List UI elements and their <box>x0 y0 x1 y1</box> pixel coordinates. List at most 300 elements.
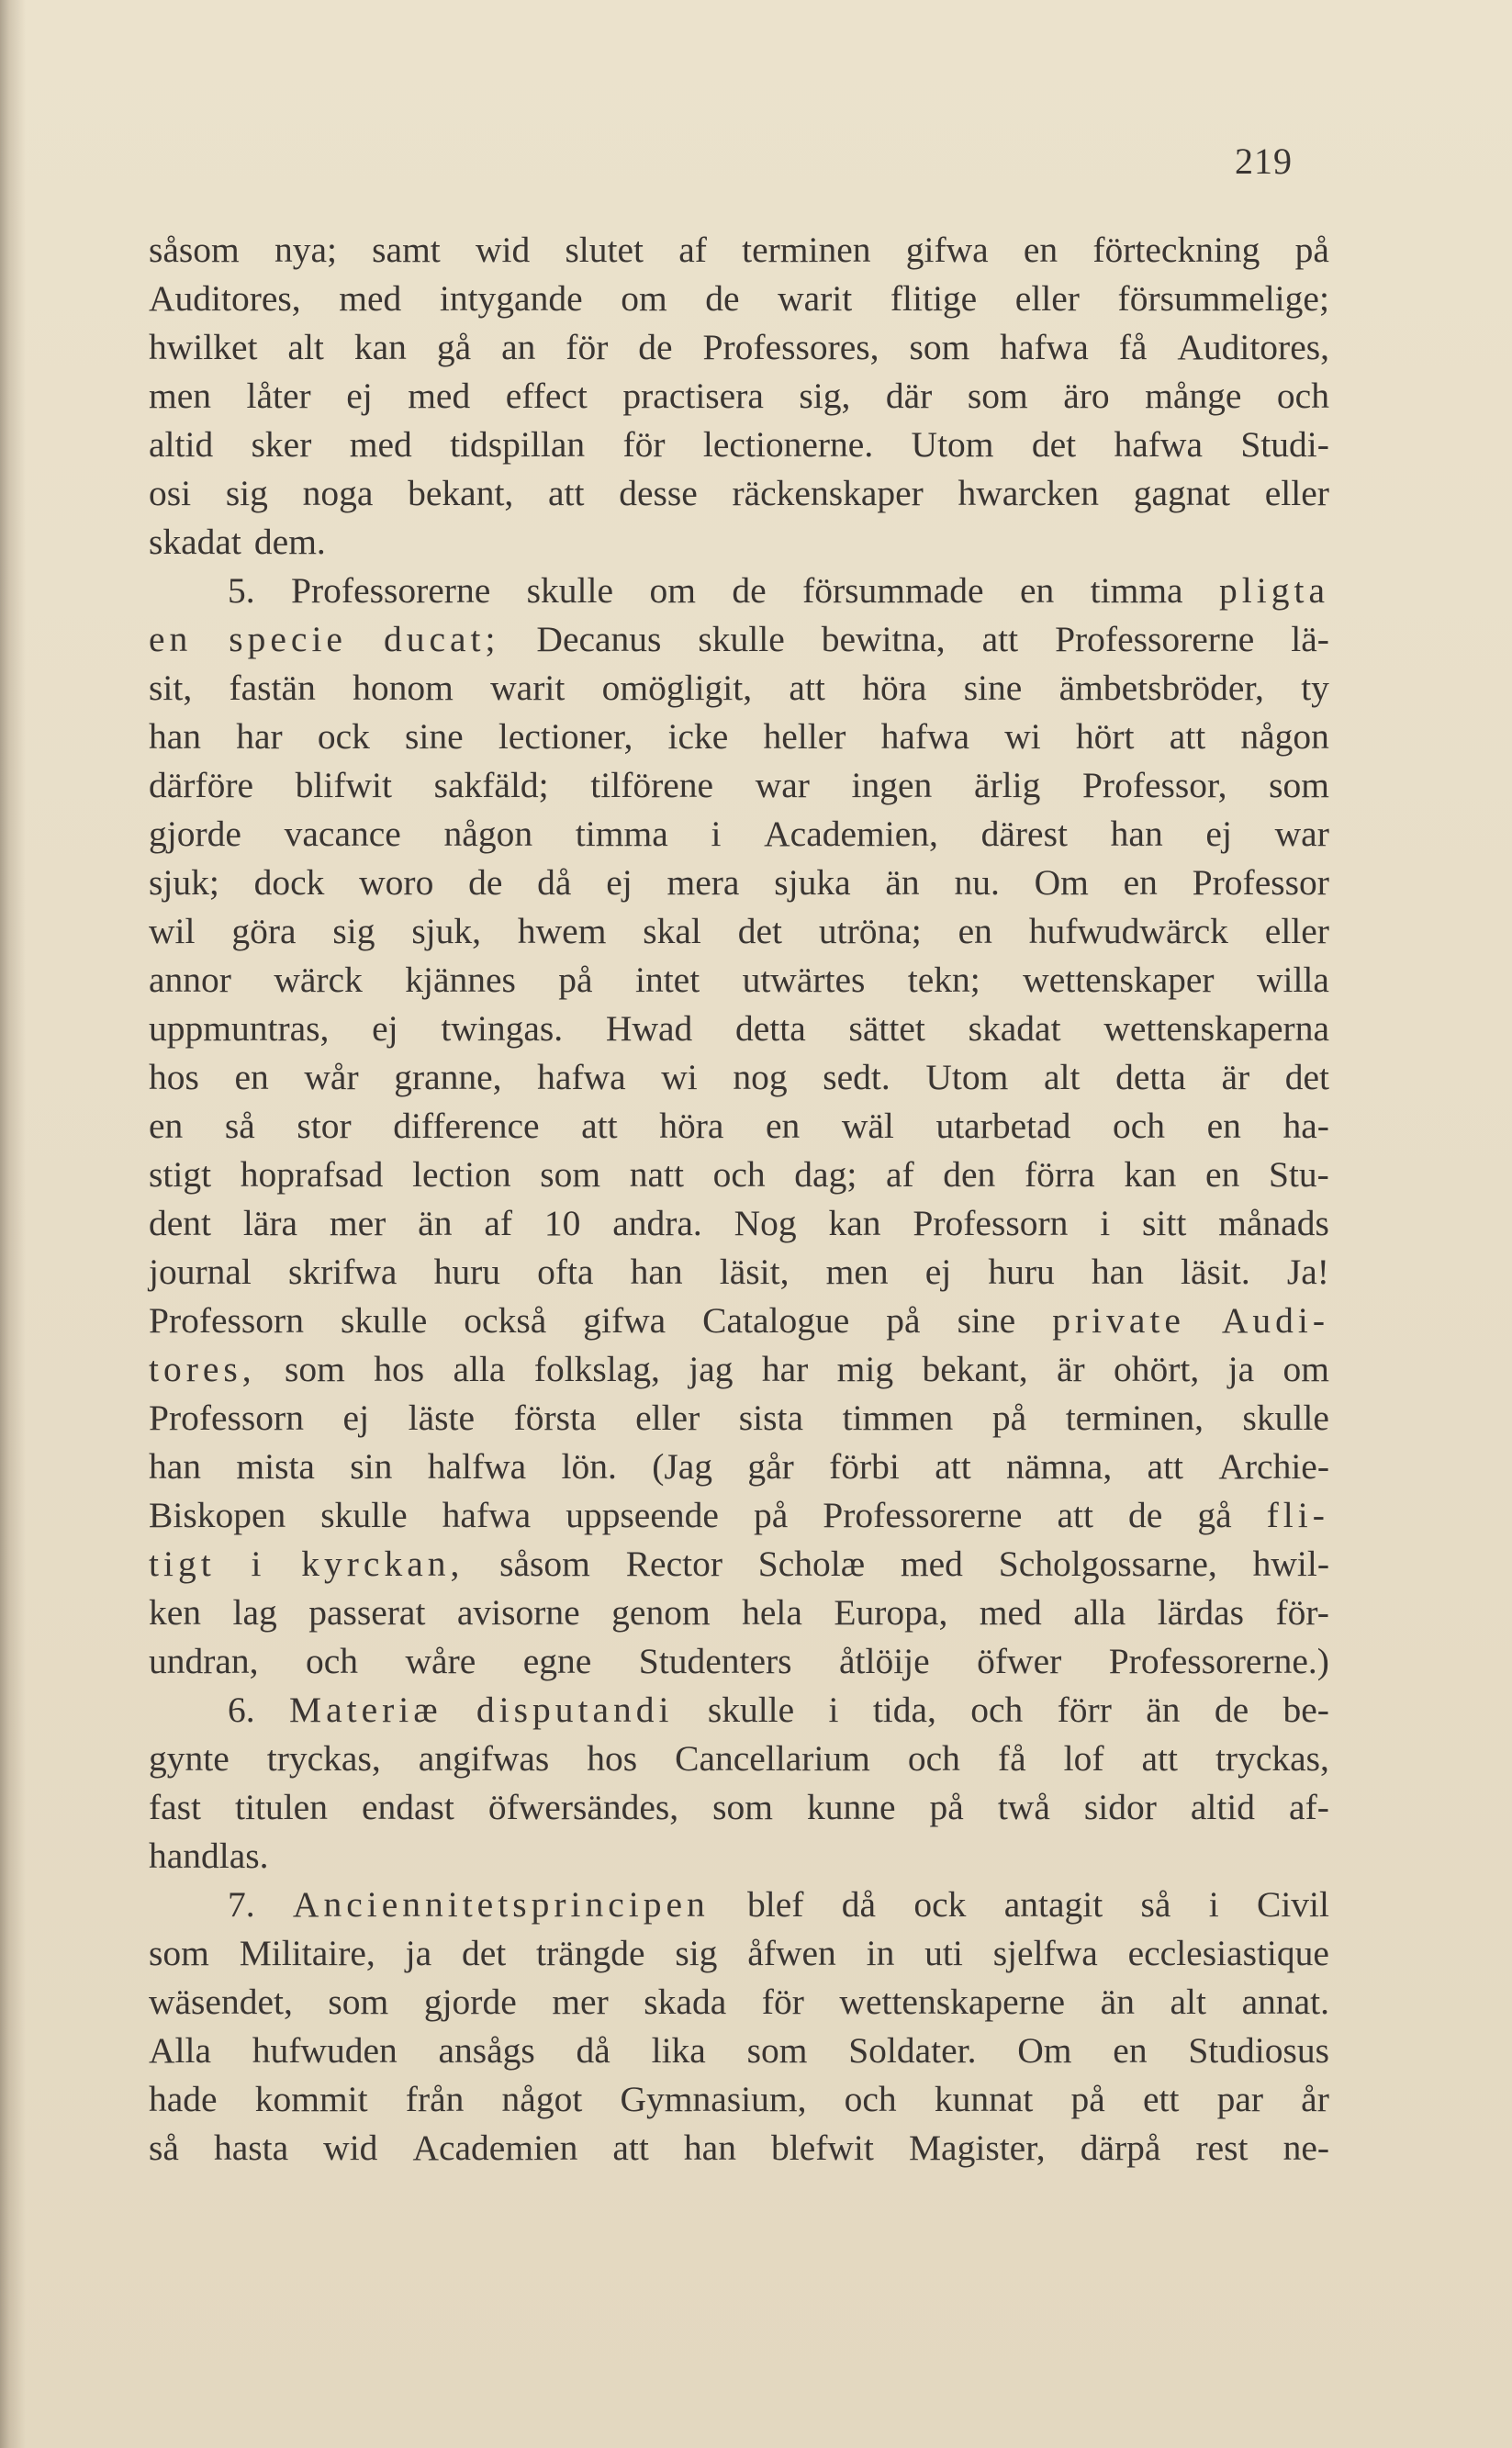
word: blefwit <box>771 2128 874 2168</box>
word: af <box>484 1203 512 1243</box>
word: osi <box>149 473 192 513</box>
word: wettenskaperne <box>839 1982 1066 2022</box>
word: nya; <box>274 230 337 270</box>
word: andra. <box>612 1203 702 1243</box>
word: pligta <box>1219 570 1329 611</box>
word: utarbetad <box>935 1106 1071 1146</box>
word: sakfäld; <box>433 765 549 805</box>
word: passerat <box>308 1592 426 1633</box>
word: något <box>501 2079 583 2119</box>
word: specie <box>229 619 347 659</box>
word: dem. <box>253 522 326 562</box>
word: att <box>581 1106 618 1146</box>
word: att <box>1147 1446 1184 1487</box>
word: att <box>789 668 825 708</box>
word: mer <box>552 1982 609 2022</box>
word: de <box>705 278 740 319</box>
text-line <box>149 518 1329 567</box>
word: lärdas <box>1157 1592 1245 1633</box>
word: för <box>566 327 609 367</box>
word: endast <box>361 1787 454 1827</box>
word: det <box>737 911 783 951</box>
word: timma <box>575 814 668 854</box>
text-line <box>149 1929 1329 1978</box>
word: han <box>683 2128 736 2168</box>
word: intygande <box>439 278 583 319</box>
word: Soldater. <box>848 2030 977 2071</box>
word: hwilket <box>149 327 258 367</box>
word: sättet <box>848 1008 925 1049</box>
word: hasta <box>213 2128 289 2168</box>
word: gjorde <box>423 1982 517 2022</box>
word: med <box>349 424 412 465</box>
word: lectioner, <box>498 716 633 757</box>
word: undran, <box>149 1641 259 1681</box>
word: dock <box>253 862 325 903</box>
word: stor <box>297 1106 352 1146</box>
word: terminen, <box>1065 1398 1204 1438</box>
word: annat. <box>1241 1982 1329 2022</box>
word: om <box>1282 1349 1329 1389</box>
word: samt <box>372 230 441 270</box>
word: skulle <box>340 1300 428 1341</box>
word: uppmuntras, <box>149 1008 330 1049</box>
word: twå <box>997 1787 1050 1827</box>
word: eller <box>1014 278 1080 319</box>
word: få <box>1118 327 1148 367</box>
word: altid <box>149 424 214 465</box>
word: ett <box>1142 2079 1180 2119</box>
word: jag <box>689 1349 734 1389</box>
word: ty <box>1301 668 1329 708</box>
word: Studiosus <box>1188 2030 1329 2071</box>
word: bewitna, <box>821 619 946 659</box>
word: de <box>468 862 503 903</box>
word: alt <box>1170 1982 1206 2022</box>
text-line <box>149 664 1329 713</box>
word: kjännes <box>405 960 516 1000</box>
word: och <box>1112 1106 1166 1146</box>
word: där <box>885 376 933 416</box>
word: hela <box>742 1592 802 1633</box>
word: kyrckan, <box>301 1544 465 1584</box>
word: altid <box>1190 1787 1256 1827</box>
word: än <box>885 862 920 903</box>
word: titulen <box>235 1787 328 1827</box>
word: Professorerne <box>823 1495 1023 1535</box>
word: sine <box>957 1300 1016 1341</box>
word: en <box>1113 2030 1148 2071</box>
word: med <box>339 278 402 319</box>
word: war <box>1274 814 1329 854</box>
word: wäl <box>841 1106 894 1146</box>
word: nog <box>733 1057 788 1097</box>
word: angifwas <box>418 1738 550 1779</box>
word: flitige <box>890 278 978 319</box>
word: men <box>825 1252 889 1292</box>
word: månge <box>1145 376 1242 416</box>
word: på <box>753 1495 789 1535</box>
word: timma <box>1090 570 1183 611</box>
text-line <box>149 1394 1329 1443</box>
word: Professorerne.) <box>1108 1641 1329 1681</box>
word: ecclesiastique <box>1127 1933 1329 1973</box>
word: rest <box>1195 2128 1249 2168</box>
word: wåre <box>405 1641 476 1681</box>
word: år <box>1301 2079 1329 2119</box>
word: sit, <box>149 668 193 708</box>
word: i <box>1100 1203 1111 1243</box>
word: sidor <box>1083 1787 1157 1827</box>
body-text <box>149 226 1329 2173</box>
word: Om <box>1034 862 1089 903</box>
word: hoprafsad <box>240 1154 384 1195</box>
word: på <box>991 1398 1027 1438</box>
word: han <box>149 716 202 757</box>
word: wäsendet, <box>149 1982 293 2022</box>
word: ne- <box>1282 2128 1329 2168</box>
word: åfwen <box>747 1933 836 1973</box>
word: Professor, <box>1081 765 1227 805</box>
word: ämbetsbröder, <box>1058 668 1264 708</box>
word: öfwersändes, <box>487 1787 679 1827</box>
word: en <box>765 1106 801 1146</box>
word: skrifwa <box>288 1252 398 1292</box>
word: ducat; <box>383 619 500 659</box>
word: som <box>285 1349 345 1389</box>
text-line <box>149 1978 1329 2027</box>
text-line <box>149 372 1329 421</box>
word: och <box>1276 376 1329 416</box>
word: Professores, <box>702 327 879 367</box>
word: ock <box>317 716 370 757</box>
word: tekn; <box>907 960 980 1000</box>
word: Hwad <box>605 1008 693 1049</box>
text-line <box>149 1637 1329 1686</box>
word: hwem <box>517 911 607 951</box>
word: i <box>251 1544 266 1584</box>
word: gagnat <box>1133 473 1231 513</box>
word: war <box>755 765 810 805</box>
word: sjelfwa <box>992 1933 1098 1973</box>
word: tryckas, <box>1215 1738 1329 1779</box>
text-line <box>149 1102 1329 1151</box>
word: intet <box>634 960 700 1000</box>
word: läsit. <box>1181 1252 1250 1292</box>
word: antagit <box>1003 1884 1103 1925</box>
text-line <box>149 226 1329 275</box>
word: Professor <box>1192 862 1329 903</box>
word: kommit <box>254 2079 368 2119</box>
word: willa <box>1256 960 1329 1000</box>
word: och <box>844 2079 897 2119</box>
word: på <box>558 960 593 1000</box>
word: de <box>638 327 673 367</box>
word: be- <box>1282 1690 1329 1730</box>
word: alt <box>287 327 324 367</box>
word: wettenskaperna <box>1103 1008 1329 1049</box>
word: skulle <box>1242 1398 1329 1438</box>
word: tida, <box>872 1690 936 1730</box>
word: det <box>1031 424 1077 465</box>
word: är <box>1221 1057 1250 1097</box>
text-line <box>149 323 1329 372</box>
word: sjuka <box>774 862 851 903</box>
word: Civil <box>1256 1884 1329 1925</box>
word: skada <box>644 1982 727 2022</box>
text-line <box>149 1199 1329 1248</box>
word: att <box>548 473 585 513</box>
word: Scholgossarne, <box>998 1544 1217 1584</box>
text-line <box>149 1053 1329 1102</box>
word: det <box>461 1933 507 1973</box>
text-line <box>149 713 1329 761</box>
word: en <box>1205 1154 1240 1195</box>
word: lära <box>242 1203 298 1243</box>
word: kunne <box>807 1787 896 1827</box>
word: journal <box>149 1252 252 1292</box>
word: är <box>1056 1349 1085 1389</box>
word: bekant, <box>922 1349 1028 1389</box>
text-line <box>149 469 1329 518</box>
text-line <box>149 1783 1329 1832</box>
word: som <box>149 1933 209 1973</box>
word: difference <box>393 1106 540 1146</box>
word: skadat <box>149 522 241 562</box>
text-line <box>149 615 1329 664</box>
word: åtlöije <box>838 1641 930 1681</box>
word: i <box>828 1690 839 1730</box>
word: läste <box>408 1398 475 1438</box>
word: sitt <box>1142 1203 1187 1243</box>
word: också <box>464 1300 547 1341</box>
word: tores, <box>149 1349 256 1389</box>
word: någon <box>1240 716 1329 757</box>
word: går <box>747 1446 794 1487</box>
word: lection <box>412 1154 511 1195</box>
text-line <box>149 956 1329 1005</box>
word: ja <box>405 1933 432 1973</box>
text-line <box>149 1540 1329 1589</box>
word: Cancellarium <box>675 1738 870 1779</box>
word: lof <box>1063 1738 1104 1779</box>
word: sig <box>675 1933 718 1973</box>
word: (Jag <box>652 1446 713 1487</box>
word: så <box>149 2128 179 2168</box>
word: hufwuden <box>252 2030 398 2071</box>
word: mer <box>329 1203 386 1243</box>
word: som <box>967 376 1028 416</box>
word: de <box>1128 1495 1163 1535</box>
word: omögligit, <box>601 668 753 708</box>
word: vacance <box>284 814 401 854</box>
word: såsom <box>149 230 240 270</box>
word: ja <box>1227 1349 1255 1389</box>
word: lä- <box>1291 619 1329 659</box>
word: gifwa <box>905 230 989 270</box>
word: med <box>979 1592 1042 1633</box>
text-line <box>149 567 1329 615</box>
text-line <box>149 1345 1329 1394</box>
word: skal <box>643 911 701 951</box>
word: skulle <box>526 570 614 611</box>
word: låter <box>246 376 311 416</box>
word: hade <box>149 2079 218 2119</box>
word: ej <box>924 1252 952 1292</box>
word: uti <box>924 1933 963 1973</box>
word: höra <box>659 1106 724 1146</box>
page-number: 219 <box>1235 140 1293 182</box>
word: gå <box>1197 1495 1232 1535</box>
text-line <box>149 1735 1329 1783</box>
word: nämna, <box>1006 1446 1113 1487</box>
word: af <box>678 230 707 270</box>
word: lectionerne. <box>702 424 874 465</box>
word: Archie- <box>1218 1446 1329 1487</box>
word: Nog <box>734 1203 797 1243</box>
text-line <box>149 810 1329 859</box>
word: hwarcken <box>958 473 1100 513</box>
text-line <box>149 1881 1329 1929</box>
word: hafwa <box>1000 327 1089 367</box>
word: räckenskaper <box>732 473 924 513</box>
word: ej <box>606 862 633 903</box>
word: ingen <box>851 765 933 805</box>
word: förteckning <box>1092 230 1260 270</box>
word: alla <box>1073 1592 1126 1633</box>
word: månads <box>1218 1203 1329 1243</box>
word: Stu- <box>1268 1154 1329 1195</box>
word: lön. <box>561 1446 617 1487</box>
word: Alla <box>149 2030 212 2071</box>
word: woro <box>359 862 434 903</box>
word: kan <box>1124 1154 1177 1195</box>
text-line <box>149 2124 1329 2173</box>
word: att <box>1057 1495 1093 1535</box>
word: fast <box>149 1787 202 1827</box>
word: gifwa <box>583 1300 666 1341</box>
word: folkslag, <box>533 1349 660 1389</box>
word: äro <box>1063 376 1110 416</box>
word: än <box>418 1203 453 1243</box>
word: en <box>1023 230 1058 270</box>
word: han <box>630 1252 683 1292</box>
word: fastän <box>229 668 316 708</box>
word: för- <box>1275 1592 1329 1633</box>
word: Rector <box>625 1544 722 1584</box>
word: och <box>712 1154 766 1195</box>
word: natt <box>629 1154 684 1195</box>
word: Professorerne <box>1055 619 1255 659</box>
word: hafwa <box>537 1057 626 1097</box>
word: sin <box>350 1446 393 1487</box>
word: bekant, <box>408 473 514 513</box>
word: har <box>761 1349 809 1389</box>
word: private <box>1052 1300 1185 1341</box>
word: sig, <box>799 376 851 416</box>
word: terminen <box>742 230 871 270</box>
word: på <box>1070 2079 1105 2119</box>
word: ha- <box>1282 1106 1329 1146</box>
word: Magister, <box>908 2128 1046 2168</box>
word: om <box>649 570 696 611</box>
word: har <box>236 716 283 757</box>
word: granne, <box>394 1057 502 1097</box>
word: warit <box>490 668 566 708</box>
word: slutet <box>565 230 644 270</box>
word: Studenters <box>638 1641 792 1681</box>
word: första <box>513 1398 597 1438</box>
word: som <box>328 1982 389 2022</box>
word: Academien <box>412 2128 578 2168</box>
text-line <box>149 1686 1329 1735</box>
word: han <box>1110 814 1163 854</box>
word: mera <box>666 862 740 903</box>
word: utröna; <box>818 911 922 951</box>
word: på <box>929 1787 964 1827</box>
word: genom <box>611 1592 711 1633</box>
word: Auditores, <box>1177 327 1329 367</box>
word: Utom <box>911 424 994 465</box>
word: för <box>622 424 666 465</box>
word: med <box>900 1544 963 1584</box>
word: en <box>1019 570 1055 611</box>
word: Decanus <box>536 619 662 659</box>
word: Auditores, <box>149 278 301 319</box>
word: sker <box>251 424 312 465</box>
word: att <box>935 1446 971 1487</box>
word: skulle <box>707 1690 795 1730</box>
word: wid <box>323 2128 378 2168</box>
text-line <box>149 1589 1329 1637</box>
word: sjuk; <box>149 862 219 903</box>
word: då <box>841 1884 877 1925</box>
word: Biskopen <box>149 1495 286 1535</box>
word: då <box>576 2030 610 2071</box>
word: wettenskaper <box>1023 960 1215 1000</box>
word: tidspillan <box>450 424 586 465</box>
word: alt <box>1043 1057 1081 1097</box>
text-line <box>149 761 1329 810</box>
word: som <box>540 1154 601 1195</box>
word: försummelige; <box>1117 278 1329 319</box>
word: an <box>501 327 536 367</box>
word: en <box>958 911 992 951</box>
word: wår <box>304 1057 359 1097</box>
word: dag; <box>794 1154 857 1195</box>
text-line <box>149 1832 1329 1881</box>
text-line <box>149 859 1329 907</box>
word: sista <box>738 1398 804 1438</box>
word: och <box>306 1641 359 1681</box>
word: desse <box>619 473 698 513</box>
word: skulle <box>320 1495 408 1535</box>
word: ej <box>372 1008 398 1049</box>
word: egne <box>522 1641 592 1681</box>
text-line <box>149 2075 1329 2124</box>
word: läsit, <box>719 1252 790 1292</box>
word: eller <box>1264 911 1329 951</box>
word: mig <box>836 1349 894 1389</box>
word: Anciennitetsprincipen <box>292 1884 710 1925</box>
word: alla <box>453 1349 506 1389</box>
word: lag <box>232 1592 277 1633</box>
word: från <box>405 2079 465 2119</box>
word: sig <box>225 473 268 513</box>
word: de <box>732 570 767 611</box>
word: gynte <box>149 1738 230 1779</box>
word: någon <box>443 814 533 854</box>
